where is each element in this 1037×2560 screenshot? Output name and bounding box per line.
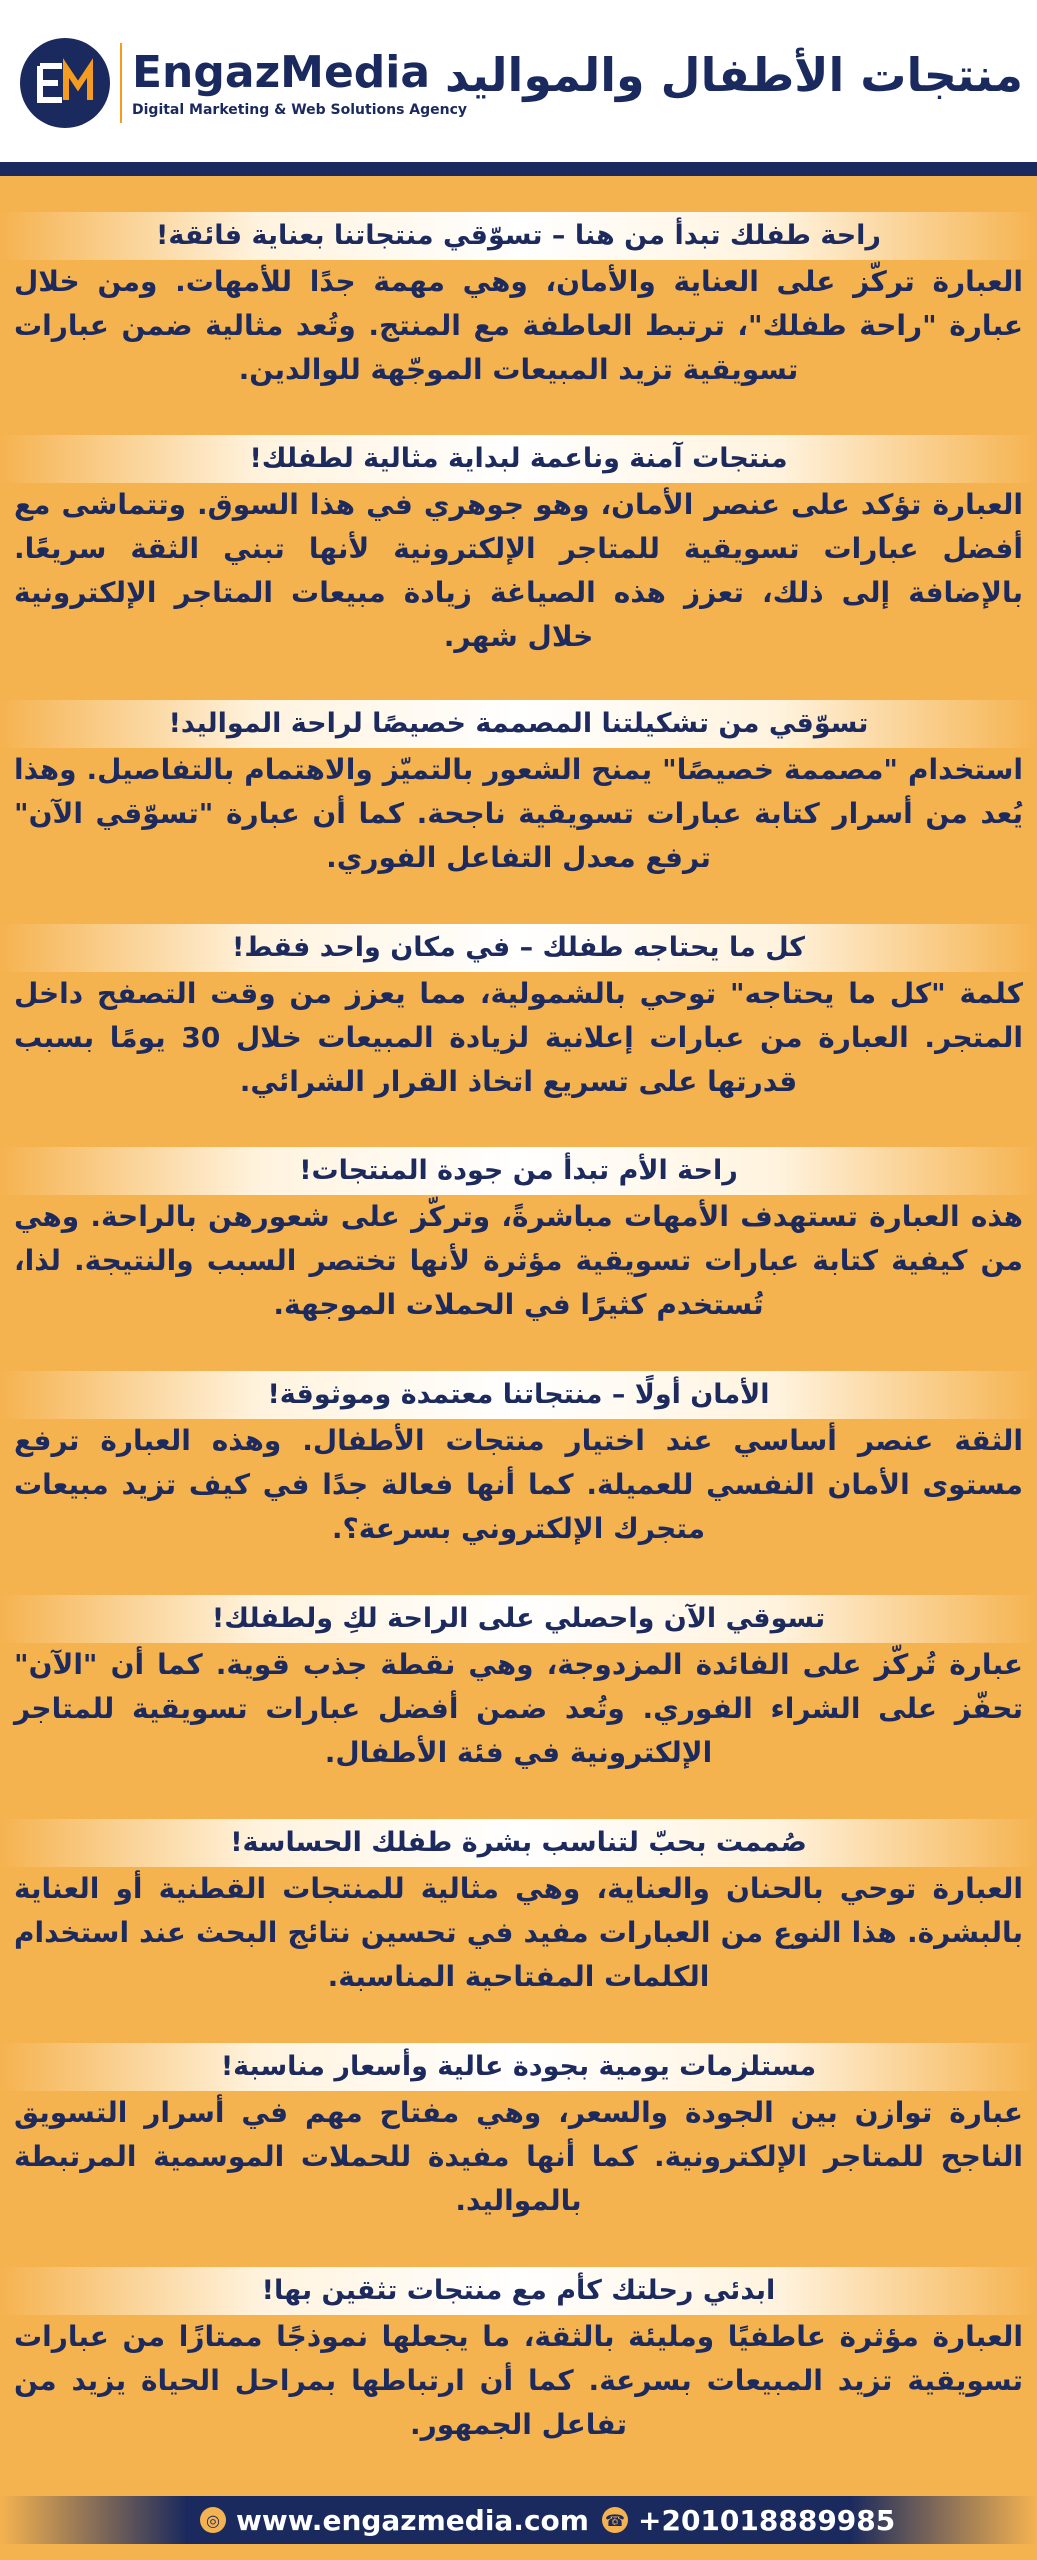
- section-heading: راحة الأم تبدأ من جودة المنتجات!: [0, 1147, 1037, 1195]
- brand-name: EngazMedia: [132, 47, 431, 98]
- brand-tagline: Digital Marketing & Web Solutions Agency: [132, 102, 468, 118]
- section-body: كلمة "كل ما يحتاجه" توحي بالشمولية، مما يعزز من وقت التصفح داخل المتجر. العبارة من عبارات إعلانية لزيادة المبيعات خلال 30 يومًا بسبب قدرتها على تسريع اتخاذ القرار الشرائي.: [14, 977, 1023, 1098]
- section-heading: الأمان أولًا – منتجاتنا معتمدة وموثوقة!: [0, 1371, 1037, 1419]
- section-heading: مستلزمات يومية بجودة عالية وأسعار مناسبة!: [0, 2043, 1037, 2091]
- section-body: العبارة تركّز على العناية والأمان، وهي مهمة جدًا للأمهات. ومن خلال عبارة "راحة طفلك"، ترتبط العاطفة مع المنتج. وتُعد مثالية ضمن عبارات تسويقية تزيد المبيعات الموجّهة للوالدين.: [14, 265, 1023, 386]
- section-5: [0, 1147, 1037, 1327]
- section-body: العبارة تؤكد على عنصر الأمان، وهو جوهري في هذا السوق. وتتماشى مع أفضل عبارات تسويقية للمتاجر الإلكترونية لأنها تبني الثقة سريعًا. بالإضافة إلى ذلك، تعزز هذه الصياغة زيادة مبيعات المتاجر الإلكترونية خلال شهر.: [14, 488, 1023, 653]
- logo-divider: [120, 43, 122, 123]
- section-6: [0, 1371, 1037, 1551]
- section-body: استخدام "مصممة خصيصًا" يمنح الشعور بالتميّز والاهتمام بالتفاصيل. وهذا يُعد من أسرار كتابة عبارات تسويقية ناجحة. كما أن عبارة "تسوّقي الآن" ترفع معدل التفاعل الفوري.: [14, 753, 1023, 874]
- section-body: العبارة مؤثرة عاطفيًا ومليئة بالثقة، ما يجعلها نموذجًا ممتازًا من عبارات تسويقية تزيد المبيعات بسرعة. كما أن ارتباطها بمراحل الحياة يزيد من تفاعل الجمهور.: [14, 2320, 1023, 2441]
- section-body: عبارة توازن بين الجودة والسعر، وهي مفتاح مهم في أسرار التسويق الناجح للمتاجر الإلكترونية. كما أنها مفيدة للحملات الموسمية المرتبطة بالمواليد.: [14, 2096, 1023, 2217]
- section-heading: منتجات آمنة وناعمة لبداية مثالية لطفلك!: [0, 435, 1037, 483]
- header-divider: [0, 162, 1037, 176]
- section-1: [0, 212, 1037, 392]
- section-4: [0, 924, 1037, 1104]
- section-8: [0, 1819, 1037, 1999]
- logo-mark: [20, 38, 110, 128]
- footer-bar: [0, 2496, 1037, 2544]
- section-heading: راحة طفلك تبدأ من هنا – تسوّقي منتجاتنا بعناية فائقة!: [0, 212, 1037, 260]
- section-2: [0, 435, 1037, 659]
- phone-icon: ☎: [602, 2507, 628, 2533]
- section-heading: صُممت بحبّ لتناسب بشرة طفلك الحساسة!: [0, 1819, 1037, 1867]
- section-body: عبارة تُركّز على الفائدة المزدوجة، وهي نقطة جذب قوية. كما أن "الآن" تحفّز على الشراء الفوري. وتُعد ضمن أفضل عبارات تسويقية للمتاجر الإلكترونية في فئة الأطفال.: [14, 1648, 1023, 1769]
- page-title: منتجات الأطفال والمواليد: [444, 48, 1023, 102]
- phone-text: +201018889985: [638, 2503, 896, 2537]
- section-heading: كل ما يحتاجه طفلك – في مكان واحد فقط!: [0, 924, 1037, 972]
- footer-phone[interactable]: [602, 2496, 895, 2544]
- page-header: [0, 0, 1037, 162]
- section-3: [0, 700, 1037, 880]
- section-9: [0, 2043, 1037, 2223]
- section-body: هذه العبارة تستهدف الأمهات مباشرةً، وتركّز على شعورهن بالراحة. وهي من كيفية كتابة عبارات تسويقية مؤثرة لأنها تختصر السبب والنتيجة. لذا، تُستخدم كثيرًا في الحملات الموجهة.: [14, 1200, 1023, 1321]
- globe-icon: ◎: [200, 2507, 226, 2533]
- section-body: العبارة توحي بالحنان والعناية، وهي مثالية للمنتجات القطنية أو العناية بالبشرة. هذا النوع من العبارات مفيد في تحسين نتائج البحث عند استخدام الكلمات المفتاحية المناسبة.: [14, 1872, 1023, 1993]
- section-heading: تسوّقي من تشكيلتنا المصممة خصيصًا لراحة المواليد!: [0, 700, 1037, 748]
- section-10: [0, 2267, 1037, 2447]
- section-body: الثقة عنصر أساسي عند اختيار منتجات الأطفال. وهذه العبارة ترفع مستوى الأمان النفسي للعميلة. كما أنها فعالة جدًا في كيف تزيد مبيعات متجرك الإلكتروني بسرعة؟.: [14, 1424, 1023, 1545]
- section-heading: تسوقي الآن واحصلي على الراحة لكِ ولطفلك!: [0, 1595, 1037, 1643]
- section-heading: ابدئي رحلتك كأم مع منتجات تثقين بها!: [0, 2267, 1037, 2315]
- footer-website[interactable]: [200, 2496, 589, 2544]
- website-text: www.engazmedia.com: [236, 2503, 589, 2537]
- section-7: [0, 1595, 1037, 1775]
- brand-logo[interactable]: [20, 38, 467, 128]
